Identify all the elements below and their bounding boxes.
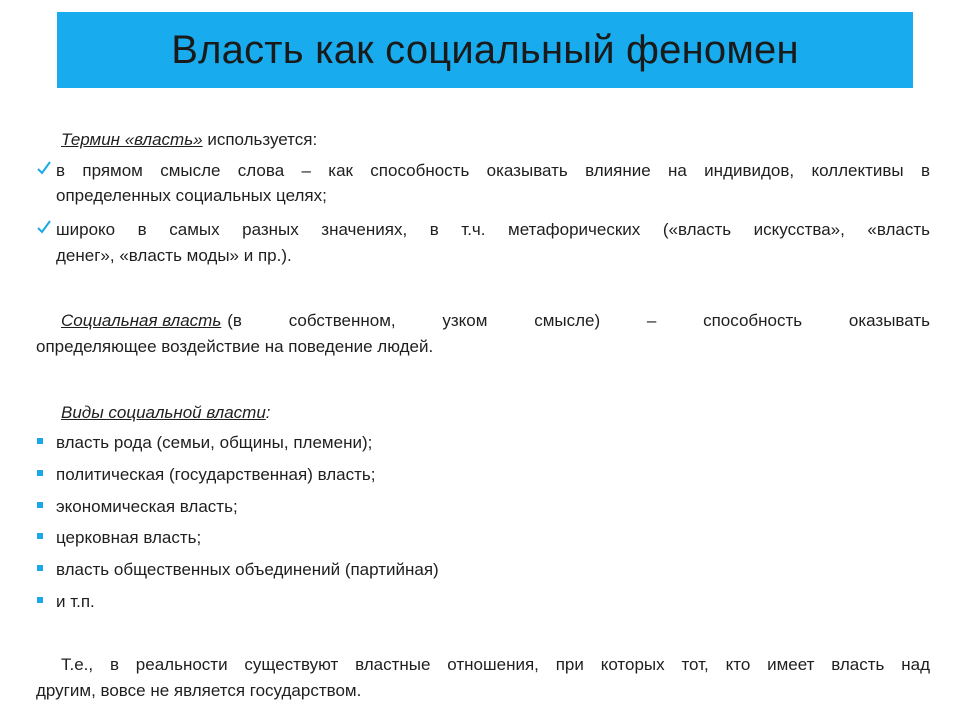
- use-item-2-line2: денег», «власть моды» и пр.).: [56, 246, 292, 265]
- checkmark-icon: [36, 160, 52, 176]
- term-intro-term: Термин «власть»: [61, 130, 203, 149]
- definition-cont: [0, 334, 960, 359]
- types-item-3: экономическая власть;: [56, 497, 238, 516]
- types-list-item: [0, 589, 960, 614]
- use-item-1-line2: определенных социальных целях;: [56, 186, 327, 205]
- conclusion-line1: Т.е., в реальности существуют властные отношения, при которых тот, кто имеет власть над: [61, 655, 930, 674]
- use-item-1-cont: [0, 183, 960, 208]
- types-heading-suffix: :: [265, 403, 271, 422]
- types-heading: [0, 400, 960, 425]
- square-bullet-icon: [37, 470, 43, 476]
- types-list-item: [0, 430, 960, 455]
- square-bullet-icon: [37, 565, 43, 571]
- types-item-2: политическая (государственная) власть;: [56, 465, 376, 484]
- definition-term: Социальная власть: [61, 311, 222, 330]
- types-list-item: [0, 462, 960, 487]
- types-item-6: и т.п.: [56, 592, 95, 611]
- types-item-5: власть общественных объединений (партийная): [56, 560, 439, 579]
- definition-line2: определяющее воздействие на поведение людей.: [36, 337, 434, 356]
- conclusion-line2: другим, вовсе не является государством.: [36, 681, 362, 700]
- square-bullet-icon: [37, 502, 43, 508]
- definition-line1-rest: (в собственном, узком смысле) – способность оказывать: [227, 311, 930, 330]
- use-item-1-line1: в прямом смысле слова – как способность оказывать влияние на индивидов, коллективы в: [56, 161, 930, 180]
- square-bullet-icon: [37, 438, 43, 444]
- conclusion: [0, 652, 960, 677]
- types-list-item: [0, 557, 960, 582]
- types-item-4: церковная власть;: [56, 528, 202, 547]
- types-list-item: [0, 525, 960, 550]
- types-list-item: [0, 494, 960, 519]
- checkmark-icon: [36, 219, 52, 235]
- use-item-2-line1: широко в самых разных значениях, в т.ч. метафорических («власть искусства», «власть: [56, 220, 930, 239]
- term-intro: [0, 127, 960, 152]
- use-item-2: [0, 217, 960, 242]
- use-item-1: [0, 158, 960, 183]
- types-heading-text: Виды социальной власти: [61, 403, 266, 422]
- term-intro-rest: используется:: [202, 130, 318, 149]
- page-title: Власть как социальный феномен: [171, 27, 799, 72]
- conclusion-cont: [0, 678, 960, 703]
- square-bullet-icon: [37, 533, 43, 539]
- use-item-2-cont: [0, 243, 960, 268]
- square-bullet-icon: [37, 597, 43, 603]
- title-banner: [57, 12, 913, 88]
- definition: [0, 308, 960, 333]
- types-item-1: власть рода (семьи, общины, племени);: [56, 433, 373, 452]
